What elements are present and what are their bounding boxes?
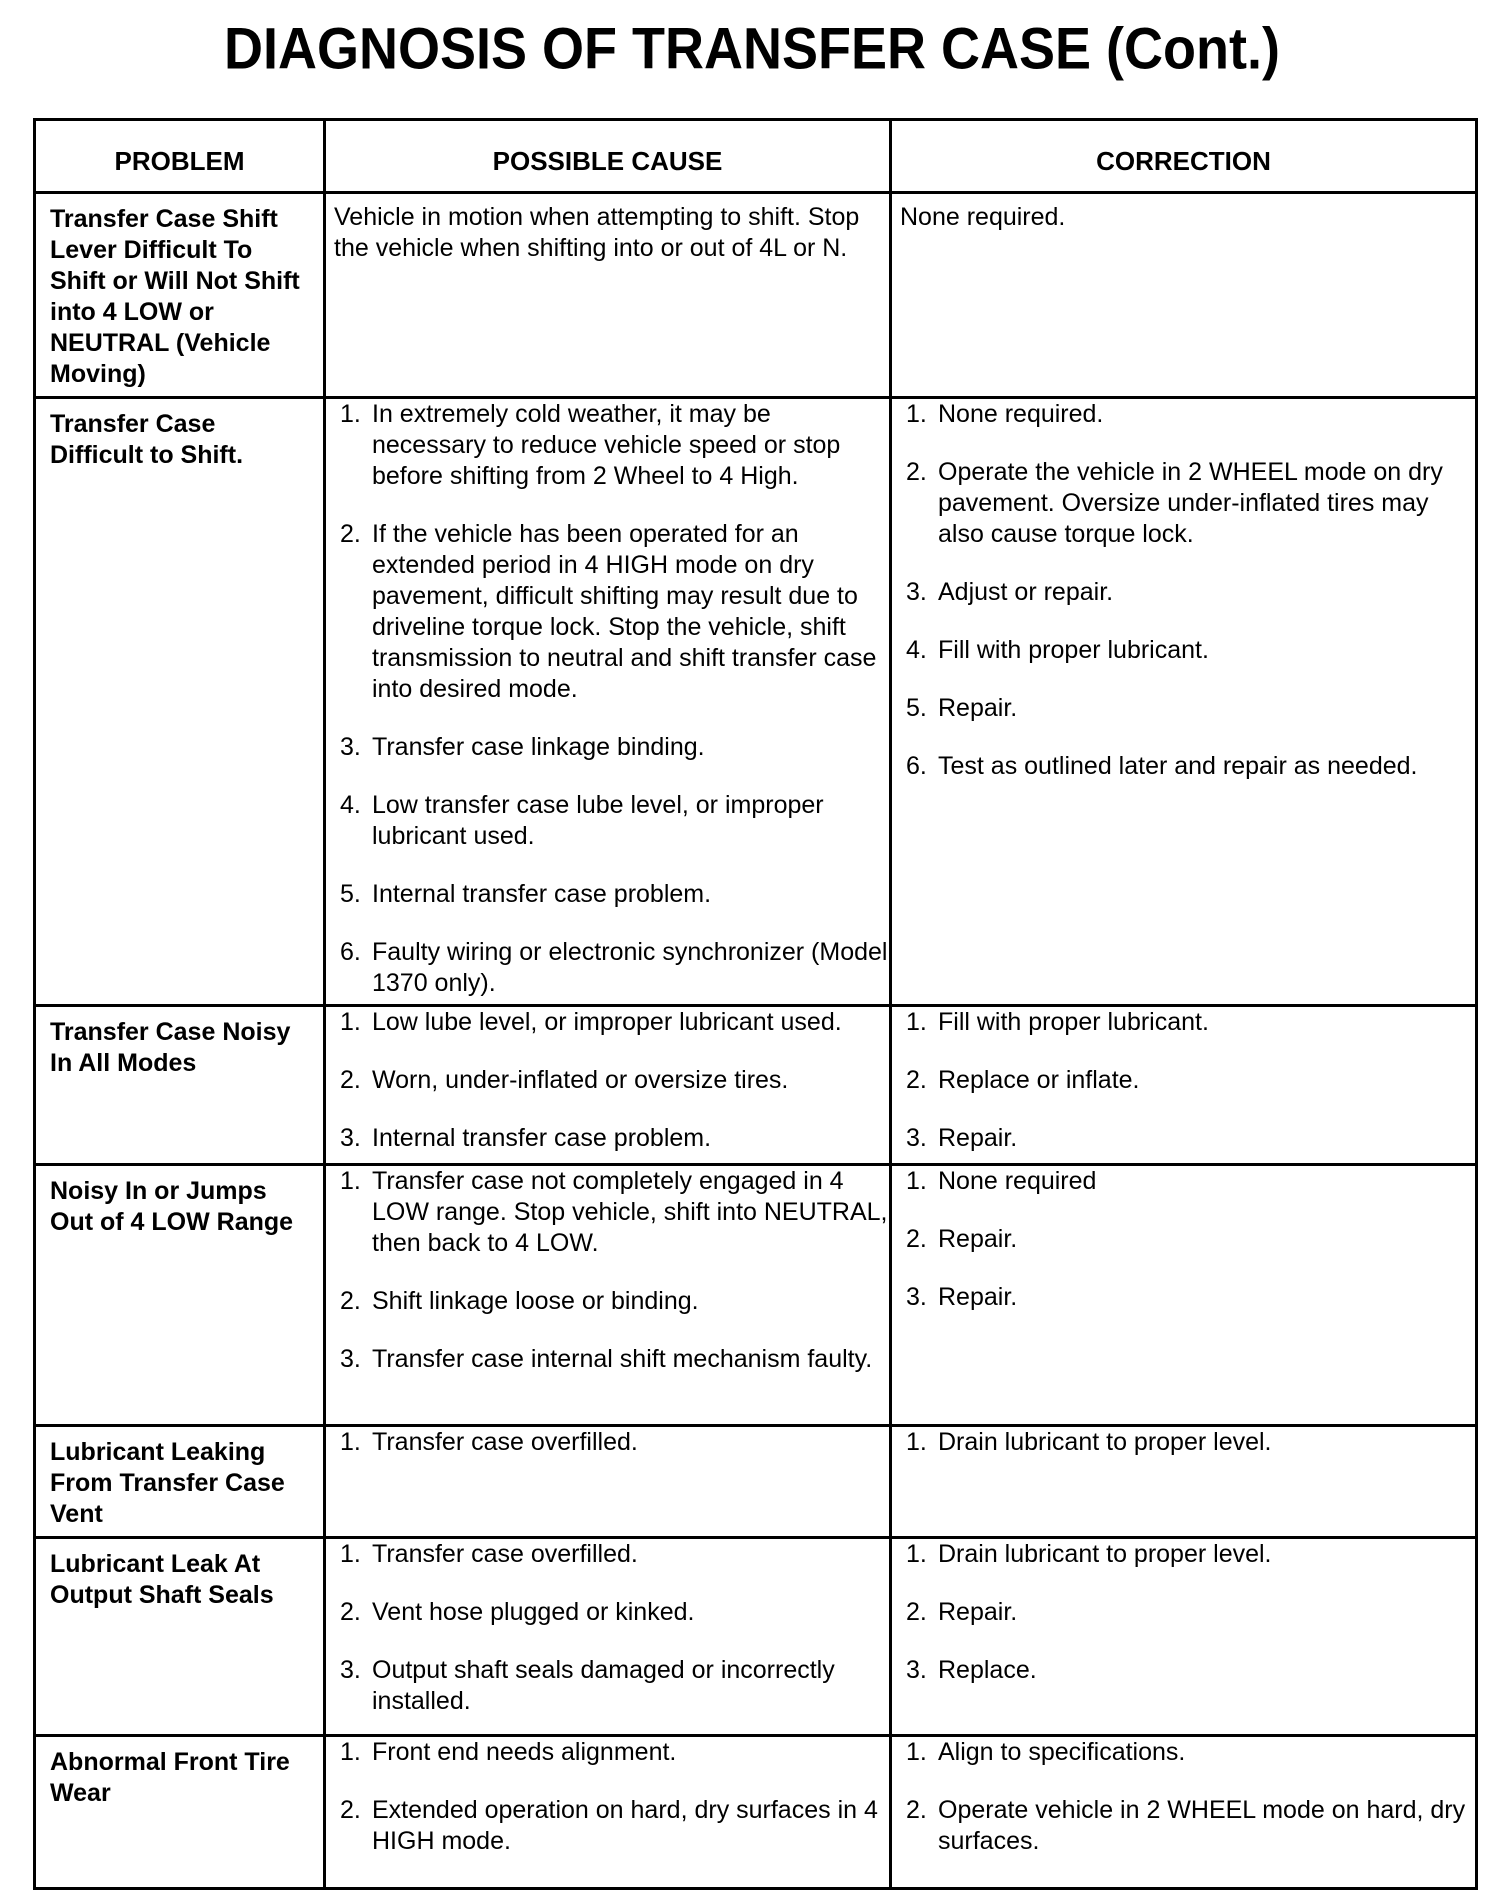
cause-item-text: Transfer case overfilled. (372, 1428, 638, 1456)
cause-item-text: Internal transfer case problem. (372, 1124, 712, 1152)
cause-item (326, 1286, 889, 1317)
table-row (35, 1006, 1477, 1165)
cause-item (326, 1007, 889, 1038)
correction-cell (891, 1426, 1477, 1538)
correction-item (892, 1282, 1475, 1313)
cause-item (326, 1737, 889, 1768)
item-number: 2. (340, 1287, 361, 1315)
item-number: 4. (340, 791, 361, 819)
correction-item-text: Repair. (938, 1283, 1018, 1311)
cause-item-text: Faulty wiring or electronic synchronizer (Model 1370 only). (372, 938, 888, 997)
correction-cell (891, 1006, 1477, 1165)
cause-item (326, 399, 889, 492)
problem-cell (35, 1538, 325, 1736)
correction-cell (891, 1165, 1477, 1426)
cause-item-text: Worn, under-inflated or oversize tires. (372, 1066, 789, 1094)
item-number: 1. (340, 1167, 361, 1195)
correction-list (892, 1166, 1475, 1313)
item-number: 1. (906, 1008, 927, 1036)
problem-text: Transfer Case Noisy In All Modes (50, 1018, 291, 1077)
cause-item (326, 1065, 889, 1096)
correction-item-text: Drain lubricant to proper level. (938, 1428, 1272, 1456)
possible-cause-cell (325, 1006, 891, 1165)
item-number: 2. (906, 1066, 927, 1094)
cause-item (326, 1123, 889, 1154)
correction-item (892, 577, 1475, 608)
header-correction: CORRECTION (891, 120, 1477, 193)
correction-item-text: Operate the vehicle in 2 WHEEL mode on dry pavement. Oversize under-inflated tires may also cause torque lock. (938, 458, 1443, 548)
correction-item-text: Test as outlined later and repair as needed. (938, 752, 1418, 780)
correction-list (892, 1427, 1475, 1458)
cause-item (326, 732, 889, 763)
correction-item-text: Operate vehicle in 2 WHEEL mode on hard, dry surfaces. (938, 1796, 1466, 1855)
item-number: 1. (340, 1428, 361, 1456)
correction-item (892, 635, 1475, 666)
correction-cell (891, 193, 1477, 398)
possible-cause-cell (325, 398, 891, 1006)
correction-cell (891, 1538, 1477, 1736)
cause-list (326, 1166, 889, 1375)
cause-item (326, 1795, 889, 1857)
table-row (35, 398, 1477, 1006)
header-possible-cause: POSSIBLE CAUSE (325, 120, 891, 193)
possible-cause-cell (325, 1426, 891, 1538)
cause-item-text: Front end needs alignment. (372, 1738, 677, 1766)
cause-item-text: Transfer case linkage binding. (372, 733, 705, 761)
cause-item (326, 1166, 889, 1259)
cause-item-text: Shift linkage loose or binding. (372, 1287, 699, 1315)
item-number: 1. (906, 400, 927, 428)
correction-item (892, 1427, 1475, 1458)
table-row (35, 1426, 1477, 1538)
correction-item-text: Drain lubricant to proper level. (938, 1540, 1272, 1568)
correction-list (892, 1539, 1475, 1686)
correction-list (892, 1737, 1475, 1857)
correction-item (892, 1007, 1475, 1038)
correction-item (892, 1123, 1475, 1154)
item-number: 2. (906, 1598, 927, 1626)
item-number: 5. (340, 880, 361, 908)
possible-cause-cell (325, 1538, 891, 1736)
problem-cell (35, 398, 325, 1006)
correction-item (892, 751, 1475, 782)
item-number: 3. (906, 578, 927, 606)
correction-item (892, 1539, 1475, 1570)
table-row (35, 1538, 1477, 1736)
correction-item-text: Replace. (938, 1656, 1037, 1684)
cause-item (326, 1597, 889, 1628)
problem-text: Lubricant Leaking From Transfer Case Vent (50, 1438, 285, 1528)
cause-item-text: Transfer case overfilled. (372, 1540, 638, 1568)
correction-item-text: Fill with proper lubricant. (938, 1008, 1209, 1036)
item-number: 3. (906, 1124, 927, 1152)
item-number: 2. (340, 1598, 361, 1626)
item-number: 1. (906, 1167, 927, 1195)
correction-item (892, 457, 1475, 550)
item-number: 1. (340, 400, 361, 428)
cause-item-text: Low lube level, or improper lubricant used. (372, 1008, 842, 1036)
page-title: DIAGNOSIS OF TRANSFER CASE (Cont.) (224, 16, 1280, 82)
correction-item-text: Repair. (938, 1124, 1018, 1152)
table-row (35, 1165, 1477, 1426)
item-number: 6. (906, 752, 927, 780)
item-number: 1. (340, 1738, 361, 1766)
cause-item (326, 1344, 889, 1375)
correction-item-text: None required (938, 1167, 1097, 1195)
cause-item (326, 1427, 889, 1458)
correction-item-text: None required. (938, 400, 1104, 428)
correction-item (892, 1795, 1475, 1857)
diagnosis-table (33, 118, 1478, 1890)
item-number: 2. (340, 520, 361, 548)
correction-item (892, 1737, 1475, 1768)
item-number: 2. (906, 458, 927, 486)
possible-cause-cell (325, 193, 891, 398)
problem-text: Transfer Case Shift Lever Difficult To Shift or Will Not Shift into 4 LOW or NEUTRAL (Vehicle Moving) (50, 205, 300, 388)
cause-item (326, 937, 889, 999)
cause-item-text: Output shaft seals damaged or incorrectly installed. (372, 1656, 835, 1715)
correction-item-text: Adjust or repair. (938, 578, 1114, 606)
item-number: 1. (340, 1540, 361, 1568)
item-number: 1. (906, 1540, 927, 1568)
cause-item-text: In extremely cold weather, it may be necessary to reduce vehicle speed or stop before shifting from 2 Wheel to 4 High. (372, 400, 841, 490)
problem-text: Transfer Case Difficult to Shift. (50, 410, 244, 469)
correction-item-text: Align to specifications. (938, 1738, 1186, 1766)
cause-list (326, 1539, 889, 1717)
cause-item-text: Transfer case internal shift mechanism faulty. (372, 1345, 873, 1373)
cause-list (326, 1427, 889, 1458)
item-number: 3. (906, 1283, 927, 1311)
header-problem: PROBLEM (35, 120, 325, 193)
item-number: 2. (906, 1796, 927, 1824)
correction-item (892, 399, 1475, 430)
correction-cell (891, 1736, 1477, 1889)
problem-cell (35, 1165, 325, 1426)
correction-item-text: Repair. (938, 694, 1018, 722)
problem-cell (35, 1006, 325, 1165)
correction-item-text: Repair. (938, 1598, 1018, 1626)
possible-cause-cell (325, 1736, 891, 1889)
correction-item-text: Replace or inflate. (938, 1066, 1140, 1094)
cause-item-text: If the vehicle has been operated for an extended period in 4 HIGH mode on dry pavement, difficult shifting may result due to driveline torque lock. Stop the vehicle, shift transmission to neutral and shift transfer case into desired mode. (372, 520, 877, 703)
correction-item (892, 1224, 1475, 1255)
header-row (35, 120, 1477, 193)
cause-item (326, 1539, 889, 1570)
cause-item (326, 879, 889, 910)
correction-item (892, 1065, 1475, 1096)
problem-cell (35, 1736, 325, 1889)
correction-list (892, 399, 1475, 782)
correction-item (892, 1597, 1475, 1628)
item-number: 1. (906, 1428, 927, 1456)
correction-list (892, 1007, 1475, 1154)
cause-item-text: Vent hose plugged or kinked. (372, 1598, 695, 1626)
cause-text: Vehicle in motion when attempting to shift. Stop the vehicle when shifting into or out of 4L or N. (334, 203, 860, 262)
item-number: 5. (906, 694, 927, 722)
cause-list (326, 399, 889, 999)
problem-cell (35, 1426, 325, 1538)
table-row (35, 1736, 1477, 1889)
item-number: 2. (340, 1796, 361, 1824)
correction-item (892, 1655, 1475, 1686)
cause-item (326, 790, 889, 852)
item-number: 1. (340, 1008, 361, 1036)
item-number: 3. (340, 733, 361, 761)
item-number: 4. (906, 636, 927, 664)
problem-text: Abnormal Front Tire Wear (50, 1748, 290, 1807)
correction-cell (891, 398, 1477, 1006)
cause-item-text: Internal transfer case problem. (372, 880, 712, 908)
problem-cell (35, 193, 325, 398)
correction-item (892, 1166, 1475, 1197)
correction-item-text: Fill with proper lubricant. (938, 636, 1209, 664)
table-row (35, 193, 1477, 398)
problem-text: Noisy In or Jumps Out of 4 LOW Range (50, 1177, 294, 1236)
item-number: 3. (340, 1124, 361, 1152)
item-number: 2. (340, 1066, 361, 1094)
cause-list (326, 1007, 889, 1154)
item-number: 3. (340, 1345, 361, 1373)
item-number: 3. (340, 1656, 361, 1684)
cause-item-text: Extended operation on hard, dry surfaces in 4 HIGH mode. (372, 1796, 878, 1855)
item-number: 3. (906, 1656, 927, 1684)
correction-text: None required. (900, 203, 1066, 231)
cause-item (326, 1655, 889, 1717)
item-number: 1. (906, 1738, 927, 1766)
cause-list (326, 1737, 889, 1857)
item-number: 6. (340, 938, 361, 966)
table-body (35, 193, 1477, 1889)
correction-item-text: Repair. (938, 1225, 1018, 1253)
cause-item-text: Low transfer case lube level, or improper lubricant used. (372, 791, 824, 850)
correction-item (892, 693, 1475, 724)
problem-text: Lubricant Leak At Output Shaft Seals (50, 1550, 274, 1609)
cause-item (326, 519, 889, 705)
possible-cause-cell (325, 1165, 891, 1426)
cause-item-text: Transfer case not completely engaged in 4 LOW range. Stop vehicle, shift into NEUTRAL, then back to 4 LOW. (372, 1167, 888, 1257)
item-number: 2. (906, 1225, 927, 1253)
